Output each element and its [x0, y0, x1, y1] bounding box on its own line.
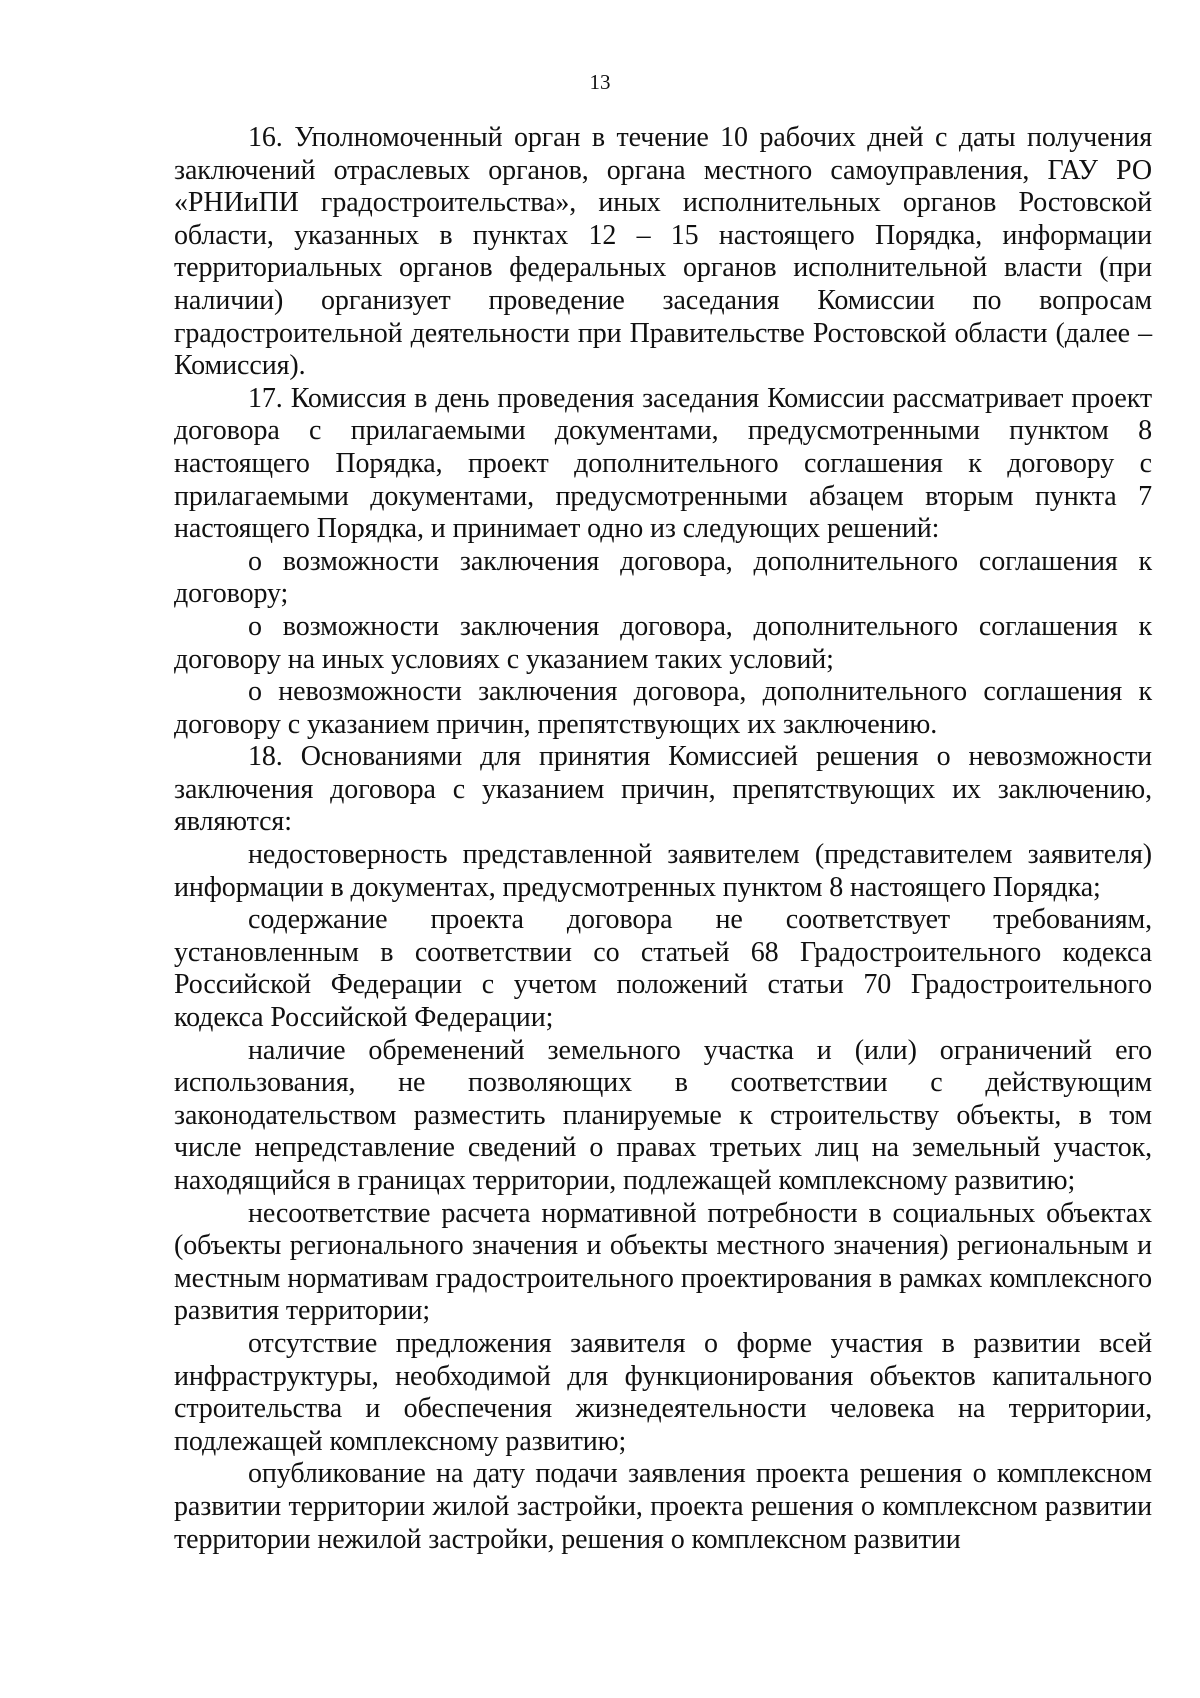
page-number: 13 — [589, 70, 611, 94]
ground-item-3: наличие обременений земельного участка и (или) ограничений его использования, не позволяющих в соответствии с действующим законодательством разместить планируемые к строительству объекты, в том числе непредставление сведений о правах третьих лиц на земельный участок, находящийся в границах территории, подлежащей комплексному развитию; — [174, 1034, 1152, 1196]
ground-item-4: несоответствие расчета нормативной потребности в социальных объектах (объекты регионального значения и объекты местного значения) региональным и местным нормативам градостроительного проектирования в рамках комплексного развития территории; — [174, 1197, 1152, 1327]
paragraph-16: 16. Уполномоченный орган в течение 10 рабочих дней с даты получения заключений отраслевых органов, органа местного самоуправления, ГАУ РО «РНИиПИ градостроительства», иных исполнительных органов Ростовской области, указанных в пунктах 12 – 15 настоящего Порядка, информации территориальных органов федеральных органов исполнительной власти (при наличии) организует проведение заседания Комиссии по вопросам градостроительной деятельности при Правительстве Ростовской области (далее – Комиссия). — [174, 122, 1152, 382]
ground-item-6: опубликование на дату подачи заявления проекта решения о комплексном развитии территории жилой застройки, проекта решения о комплексном развитии территории нежилой застройки, решения о комплексном развитии — [174, 1458, 1152, 1555]
paragraph-18: 18. Основаниями для принятия Комиссией решения о невозможности заключения договора с указанием причин, препятствующих их заключению, являются: — [174, 741, 1152, 838]
decision-option-2: о возможности заключения договора, дополнительного соглашения к договору на иных условиях с указанием таких условий; — [174, 610, 1152, 675]
ground-item-5: отсутствие предложения заявителя о форме участия в развитии всей инфраструктуры, необходимой для функционирования объектов капитального строительства и обеспечения жизнедеятельности человека на территории, подлежащей комплексному развитию; — [174, 1327, 1152, 1457]
document-body — [174, 122, 1152, 1556]
ground-item-1: недостоверность представленной заявителем (представителем заявителя) информации в документах, предусмотренных пунктом 8 настоящего Порядка; — [174, 839, 1152, 903]
decision-option-3: о невозможности заключения договора, дополнительного соглашения к договору с указанием причин, препятствующих их заключению. — [174, 676, 1152, 740]
ground-item-2: содержание проекта договора не соответствует требованиям, установленным в соответствии со статьей 68 Градостроительного кодекса Российской Федерации с учетом положений статьи 70 Градостроительного кодекса Российской Федерации; — [174, 904, 1152, 1034]
paragraph-17: 17. Комиссия в день проведения заседания Комиссии рассматривает проект договора с прилагаемыми документами, предусмотренными пунктом 8 настоящего Порядка, проект дополнительного соглашения к договору с прилагаемыми документами, предусмотренными абзацем вторым пункта 7 настоящего Порядка, и принимает одно из следующих решений: — [174, 382, 1152, 545]
decision-option-1: о возможности заключения договора, дополнительного соглашения к договору; — [174, 545, 1152, 610]
